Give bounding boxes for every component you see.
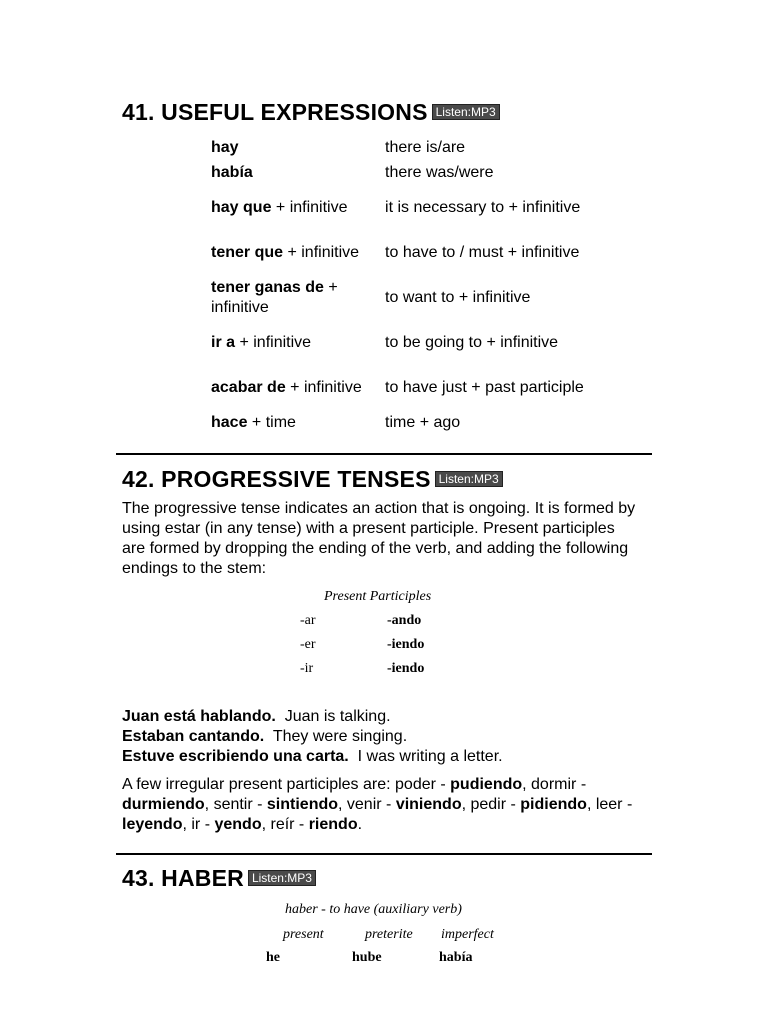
expression-meaning: to have to / must + infinitive bbox=[385, 243, 580, 261]
expression-meaning: time + ago bbox=[385, 413, 461, 431]
listen-mp3-button-42[interactable]: Listen:MP3 bbox=[435, 471, 503, 487]
example-english: Juan is talking. bbox=[275, 708, 391, 725]
verb-ending: -ir bbox=[300, 661, 314, 676]
section-42-title: 42. PROGRESSIVE TENSES bbox=[122, 466, 431, 492]
expression-meaning: to want to + infinitive bbox=[385, 288, 531, 306]
expression-term-rest: + infinitive bbox=[211, 278, 338, 316]
irregular-participle: yendo bbox=[214, 816, 262, 833]
example-spanish: Estuve escribiendo una carta. bbox=[122, 748, 349, 765]
example-spanish: Estaban cantando. bbox=[122, 728, 265, 745]
section-41-title: 41. USEFUL EXPRESSIONS bbox=[122, 99, 428, 125]
verb-ending: -ar bbox=[300, 613, 316, 628]
haber-preterite-form: hube bbox=[352, 950, 382, 965]
expression-term bbox=[211, 320, 385, 365]
irregular-text: , reír - bbox=[261, 816, 309, 833]
example-spanish: Juan está hablando. bbox=[122, 708, 276, 725]
verb-ending: -er bbox=[300, 637, 316, 652]
expression-term-rest: + infinitive bbox=[283, 243, 360, 261]
irregular-text: , dormir - bbox=[522, 776, 587, 793]
expression-term bbox=[211, 410, 385, 435]
expression-term-rest: + infinitive bbox=[271, 198, 348, 216]
expression-meaning: to be going to + infinitive bbox=[385, 333, 559, 351]
section-43-heading bbox=[122, 864, 316, 892]
expression-row bbox=[211, 135, 591, 160]
irregular-text: , leer - bbox=[586, 796, 633, 813]
participle-ending: -iendo bbox=[387, 637, 425, 652]
expression-meaning: it is necessary to + infinitive bbox=[385, 198, 581, 216]
section-divider bbox=[116, 453, 652, 455]
expression-term-bold: hace bbox=[211, 413, 248, 431]
expression-term-bold: hay que bbox=[211, 198, 272, 216]
useful-expressions-table bbox=[211, 135, 591, 435]
expression-term bbox=[211, 230, 385, 275]
example-sentence bbox=[122, 747, 642, 767]
example-sentence bbox=[122, 727, 642, 747]
irregular-participle: pidiendo bbox=[520, 796, 587, 813]
expression-row bbox=[211, 230, 591, 275]
irregular-text: , sentir - bbox=[204, 796, 267, 813]
example-sentence bbox=[122, 707, 642, 727]
haber-header-imperfect: imperfect bbox=[441, 927, 494, 942]
section-divider bbox=[116, 853, 652, 855]
irregular-text: A few irregular present participles are: poder - bbox=[122, 776, 451, 793]
irregular-text: , venir - bbox=[338, 796, 396, 813]
irregular-participle: viniendo bbox=[395, 796, 462, 813]
irregular-text: , ir - bbox=[182, 816, 215, 833]
expression-row bbox=[211, 160, 591, 185]
present-participles-caption: Present Participles bbox=[324, 589, 432, 604]
expression-term-bold: acabar de bbox=[211, 378, 286, 396]
irregular-participle: pudiendo bbox=[450, 776, 523, 793]
expression-meaning: there was/were bbox=[385, 163, 494, 181]
irregular-participle: durmiendo bbox=[122, 796, 205, 813]
example-english: I was writing a letter. bbox=[348, 748, 503, 765]
haber-present-form: he bbox=[266, 950, 280, 965]
expression-row bbox=[211, 275, 591, 320]
irregular-participles-paragraph bbox=[122, 775, 642, 835]
expression-term-rest: + infinitive bbox=[285, 378, 362, 396]
expression-row bbox=[211, 410, 591, 435]
expression-term-bold: tener que bbox=[211, 243, 284, 261]
irregular-text: . bbox=[357, 816, 363, 833]
section-42-heading bbox=[122, 465, 503, 493]
expression-term-bold: ir a bbox=[211, 333, 236, 351]
haber-imperfect-form: había bbox=[439, 950, 473, 965]
irregular-participle: riendo bbox=[308, 816, 358, 833]
expression-term-rest: + time bbox=[247, 413, 296, 431]
listen-mp3-button-41[interactable]: Listen:MP3 bbox=[432, 104, 500, 120]
section-41-heading bbox=[122, 98, 500, 126]
participle-ending: -iendo bbox=[387, 661, 425, 676]
participle-ending: -ando bbox=[387, 613, 422, 628]
expression-term-rest: + infinitive bbox=[235, 333, 312, 351]
example-english: They were singing. bbox=[264, 728, 408, 745]
irregular-text: , pedir - bbox=[461, 796, 521, 813]
haber-header-preterite: preterite bbox=[365, 927, 413, 942]
expression-row bbox=[211, 365, 591, 410]
expression-row bbox=[211, 320, 591, 365]
expression-term bbox=[211, 275, 385, 320]
expression-term-bold: había bbox=[211, 163, 253, 181]
section-43-title: 43. HABER bbox=[122, 865, 244, 891]
irregular-participle: leyendo bbox=[122, 816, 183, 833]
haber-caption: haber - to have (auxiliary verb) bbox=[285, 902, 462, 917]
listen-mp3-button-43[interactable]: Listen:MP3 bbox=[248, 870, 316, 886]
expression-row bbox=[211, 185, 591, 230]
expression-term-bold: tener ganas de bbox=[211, 278, 324, 296]
expression-term-bold: hay bbox=[211, 138, 239, 156]
expression-meaning: to have just + past participle bbox=[385, 378, 584, 396]
expression-term bbox=[211, 365, 385, 410]
progressive-intro-paragraph: The progressive tense indicates an action that is ongoing. It is formed by using estar (in any tense) with a present participle. Present participles are formed by dropping the ending of the verb, and adding the following endings to the stem: bbox=[122, 500, 636, 577]
irregular-participle: sintiendo bbox=[266, 796, 339, 813]
haber-header-present: present bbox=[283, 927, 324, 942]
expression-term bbox=[211, 135, 385, 160]
expression-meaning: there is/are bbox=[385, 138, 466, 156]
expression-term bbox=[211, 160, 385, 185]
expression-term bbox=[211, 185, 385, 230]
